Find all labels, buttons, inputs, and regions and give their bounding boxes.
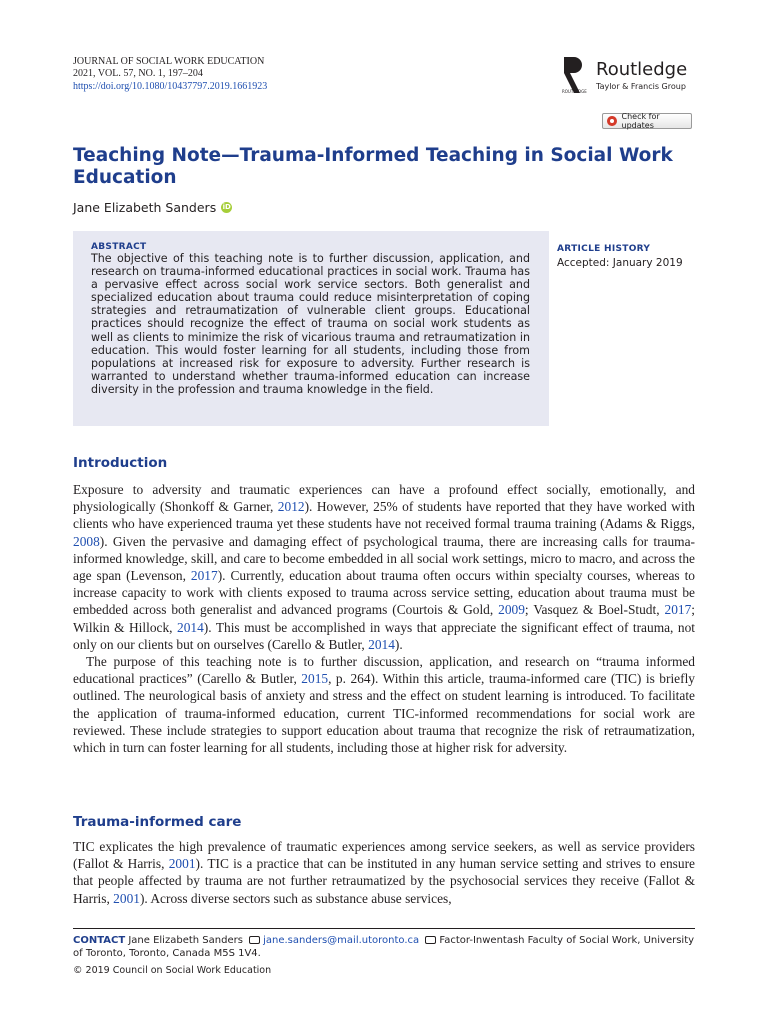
orcid-icon[interactable]: iD [222,203,231,211]
citation-link[interactable]: 2008 [73,533,100,549]
citation-link[interactable]: 2015 [301,671,329,687]
journal-name: JOURNAL OF SOCIAL WORK EDUCATION [73,56,265,67]
text-run: ; Wilkin & Hillock, [73,602,696,635]
footer-divider [73,928,695,929]
journal-info [73,56,267,93]
citation-link[interactable]: 2014 [368,636,395,652]
journal-citation: 2021, VOL. 57, NO. 1, 197–204 [73,68,203,80]
publisher-brand: Routledge [596,59,688,80]
article-title: Teaching Note—Trauma-Informed Teaching in Social Work Education [73,145,673,188]
text-run: The purpose of this teaching note is to further discussion, application, and research on “trauma informed educational practices” (Carello & Butler, [73,654,695,687]
citation-link[interactable]: 2014 [177,619,204,635]
copyright-notice: © 2019 Council on Social Work Education [73,965,272,976]
abstract-text: The objective of this teaching note is to further discussion, application, and research on trauma-informed educational practices in social work. Trauma has a pervasive effect across social work service sectors. Both generalist and specialized education about trauma could reduce misinterpretation of coping strategies and retraumatization of vulnerable client groups. Educational practices should recognize the effect of trauma on social work students as well as clients to minimize the risk of vicarious trauma and retraumatization in education. This would foster learning for all students, including those from populations at increased risk for exposure to adversity. Further research is warranted to understand whether trauma-informed education can increase diversity in the profession and trauma knowledge in the field. [91,252,530,396]
check-for-updates-label: Check for updates [621,112,660,130]
intro-paragraph-2 [73,653,695,756]
introduction-heading: Introduction [73,455,168,471]
author-line [73,200,232,215]
abstract-box [73,231,549,426]
text-run: ). Across diverse sectors such as substance abuse services, [139,890,452,906]
text-run: , p. 264). Within this article, trauma-informed care (TIC) is briefly outlined. The neurological basis of anxiety and stress and the effect on student learning is introduced. To facilitate the application of trauma-informed education, current TIC-informed recommendations for social work are reviewed. These include strategies to support education about trauma that recognize the risk of retraumatization, which in turn can foster learning for all students, including those at higher risk for adversity. [73,671,695,756]
publisher-subtitle: Taylor & Francis Group [596,82,686,91]
text-run: ). However, 25% of students have reported that they have worked with clients who have experienced trauma yet these students have not received formal trauma training (Adams & Riggs, [73,499,695,532]
text-run: TIC explicates the high prevalence of traumatic experiences among service seekers, as well as service providers (Fallot & Harris, [73,839,695,872]
citation-link[interactable]: 2017 [664,602,692,618]
contact-label: CONTACT [73,935,126,946]
intro-paragraph-1 [73,481,695,653]
text-run: ). Currently, education about trauma often occurs within specialty courses, whereas to increase capacity to work with clients exposed to trauma across service setting, education about trauma must be embedded across both generalist and advanced programs (Courtois & Gold, [73,568,695,618]
text-run: ; Vasquez & Boel-Studt, [524,602,665,618]
address-icon [425,936,436,944]
article-history-heading: ARTICLE HISTORY [557,244,651,254]
author-name[interactable]: Jane Elizabeth Sanders [73,200,217,215]
update-badge-icon [607,116,617,126]
text-run: ). This must be accomplished in ways that appreciate the significant effect of trauma, not only on our clients but on ourselves (Carello & Butler, [73,619,695,652]
citation-link[interactable]: 2017 [190,568,218,584]
trauma-informed-care-body [73,838,695,907]
citation-link[interactable]: 2001 [168,856,196,872]
contact-info [73,934,695,960]
logo-side-text: ROUTLEDGE [562,89,587,94]
text-run: Exposure to adversity and traumatic experiences can have a profound effect socially, emotionally, and physiologically (Shonkoff & Garner, [73,482,695,515]
text-run: ). [394,636,403,652]
abstract-heading: ABSTRACT [91,242,147,252]
check-for-updates-button[interactable] [602,113,692,129]
text-run: ). Given the pervasive and damaging effect of psychological trauma, there are increasing calls for trauma-informed knowledge, skill, and care to become embedded in all social work settings, micro to macro, and across the age span (Levenson, [73,533,695,584]
citation-link[interactable]: 2001 [113,890,140,906]
email-icon [249,936,260,944]
contact-email-link[interactable]: jane.sanders@mail.utoronto.ca [263,935,420,946]
text-run: ). TIC is a practice that can be instituted in any human service setting and strives to ensure that people affected by trauma are not further retraumatized by the psychosocial services they receive (Fallot & Harris, [73,856,695,906]
publisher-logo [560,55,700,97]
accepted-date: Accepted: January 2019 [557,257,683,269]
tic-paragraph-1 [73,838,695,907]
citation-link[interactable]: 2012 [277,499,305,515]
contact-name: Jane Elizabeth Sanders [128,935,243,946]
citation-link[interactable]: 2009 [498,602,525,618]
doi-link[interactable]: https://doi.org/10.1080/10437797.2019.1661923 [73,80,268,92]
trauma-informed-care-heading: Trauma-informed care [73,814,242,830]
contact-address: Factor-Inwentash Faculty of Social Work, University of Toronto, Toronto, Canada M5S 1V4. [73,935,695,959]
introduction-body [73,481,695,756]
routledge-mark-icon [560,55,590,95]
